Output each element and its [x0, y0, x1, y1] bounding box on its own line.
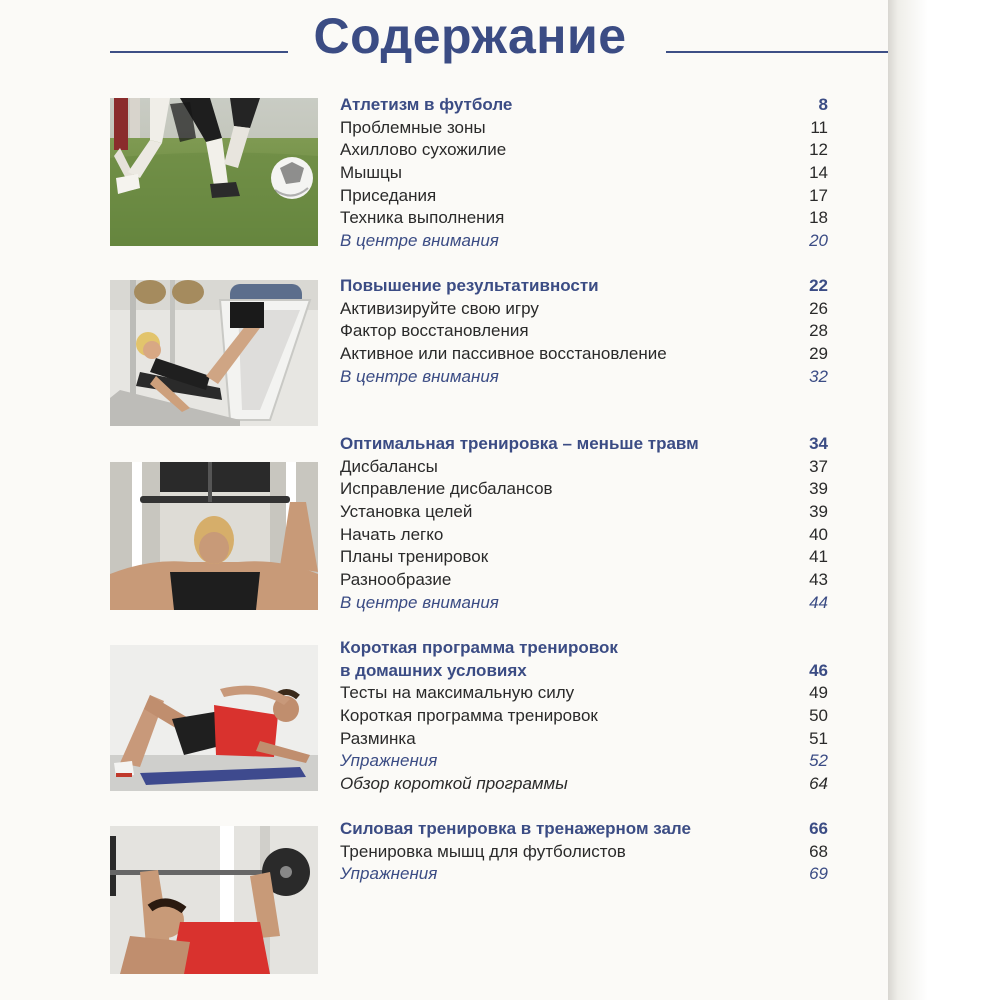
toc-entry[interactable]: Разнообразие 43 — [340, 570, 828, 590]
toc-entry[interactable]: Установка целей 39 — [340, 502, 828, 522]
toc-entry[interactable]: Активное или пассивное восстановление 29 — [340, 344, 828, 364]
toc-entry[interactable]: Приседания 17 — [340, 185, 828, 205]
toc-entry[interactable]: В центре внимания 32 — [340, 366, 828, 386]
toc-entries-5 — [340, 818, 828, 886]
toc-entry[interactable]: Тесты на максимальную силу 49 — [340, 683, 828, 703]
toc-entry[interactable]: Упражнения 52 — [340, 751, 828, 771]
leg-press-photo — [110, 280, 318, 426]
toc-entry[interactable]: Разминка 51 — [340, 728, 828, 748]
toc-entries-4 — [340, 637, 828, 796]
toc-entries-3 — [340, 433, 828, 615]
bench-press-photo — [110, 826, 318, 974]
toc-entry[interactable]: Упражнения 69 — [340, 864, 828, 884]
toc-entry[interactable]: Силовая тренировка в тренажерном зале 66 — [340, 819, 828, 838]
toc-entry[interactable]: Атлетизм в футболе 8 — [340, 95, 828, 114]
toc-entry[interactable]: Исправление дисбалансов 39 — [340, 479, 828, 499]
crunches-photo — [110, 645, 318, 791]
page-title: Содержание — [313, 8, 627, 64]
title-rule-right — [666, 51, 890, 53]
toc-entry[interactable]: В центре внимания 44 — [340, 592, 828, 612]
toc-entry[interactable]: Фактор восстановления 28 — [340, 321, 828, 341]
toc-entry[interactable]: Короткая программа тренировок — [340, 638, 618, 657]
toc-entry[interactable]: В центре внимания 20 — [340, 231, 828, 251]
toc-entry[interactable]: в домашних условиях 46 — [340, 660, 828, 680]
toc-entry[interactable]: Ахиллово сухожилие 12 — [340, 140, 828, 160]
page-edge-shadow — [888, 0, 1000, 1000]
toc-entry[interactable]: Оптимальная тренировка – меньше травм 34 — [340, 434, 828, 453]
lat-pulldown-photo — [110, 462, 318, 610]
toc-entry[interactable]: Дисбалансы 37 — [340, 456, 828, 476]
toc-entry[interactable]: Тренировка мышц для футболистов 68 — [340, 841, 828, 861]
toc-entries-2 — [340, 275, 828, 388]
toc-entry[interactable]: Короткая программа тренировок 50 — [340, 706, 828, 726]
toc-entry[interactable]: Повышение результативности 22 — [340, 276, 828, 295]
title-row — [110, 0, 890, 80]
toc-entry[interactable]: Планы тренировок 41 — [340, 547, 828, 567]
football-players-photo — [110, 98, 318, 246]
toc-entry[interactable]: Техника выполнения 18 — [340, 208, 828, 228]
toc-entry[interactable]: Мышцы 14 — [340, 163, 828, 183]
toc-entry[interactable]: Проблемные зоны 11 — [340, 117, 828, 137]
toc-entries-1 — [340, 94, 828, 253]
toc-entry[interactable]: Активизируйте свою игру 26 — [340, 298, 828, 318]
toc-entry[interactable]: Начать легко 40 — [340, 524, 828, 544]
title-rule-left — [110, 51, 288, 53]
toc-entry[interactable]: Обзор короткой программы 64 — [340, 774, 828, 794]
